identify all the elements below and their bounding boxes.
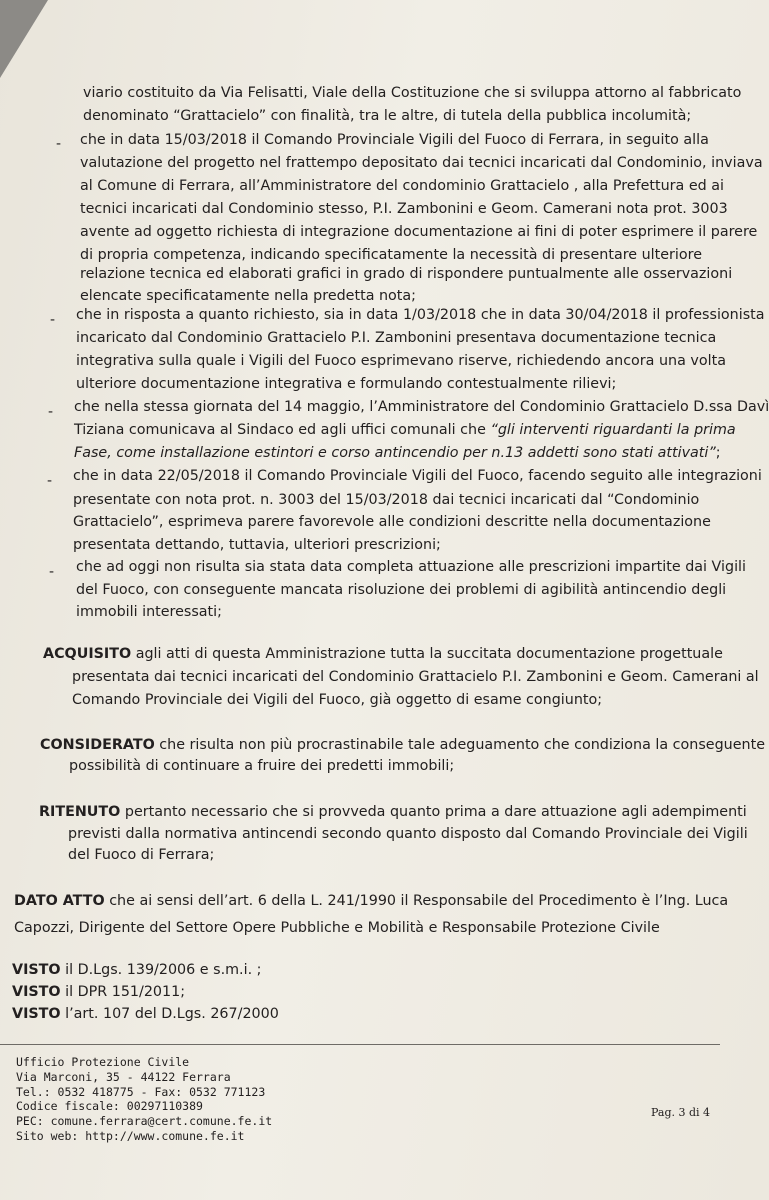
footer-office: Ufficio Protezione Civile [16,1055,190,1069]
bullet-1-line: valutazione del progetto nel frattempo depositato dai tecnici incaricati dal Condominio, inviava [80,155,763,171]
intro-line: viario costituito da Via Felisatti, Viale della Costituzione che si sviluppa attorno al fabbricato [83,85,742,101]
bullet-3-line: Tiziana comunicava al Sindaco ed agli uffici comunali che “gli interventi riguardanti la prima [74,422,736,438]
ritenuto-line: del Fuoco di Ferrara; [68,847,215,863]
bullet-3-line: Fase, come installazione estintori e corso antincendio per n.13 addetti sono stati attivati”; [74,445,721,461]
page-number: Pag. 3 di 4 [651,1106,711,1119]
footer-address: Via Marconi, 35 - 44122 Ferrara [16,1069,231,1084]
bullet-1-line: di propria competenza, indicando specificatamente la necessità di presentare ulteriore [80,247,703,263]
footer-tax-code: Codice fiscale: 00297110389 [16,1099,203,1114]
footer-website: Sito web: http://www.comune.fe.it [16,1128,245,1143]
bullet-1-line: relazione tecnica ed elaborati grafici in grado di rispondere puntualmente alle osservazioni [80,266,733,282]
bullet-5-line: del Fuoco, con conseguente mancata risoluzione dei problemi di agibilità antincendio degli [76,582,727,598]
bullet-dash: - [47,473,53,489]
dato-atto-clause: DATO ATTO che ai sensi dell’art. 6 della L. 241/1990 il Responsabile del Procedimento è l’Ing. Luca [14,893,729,909]
footer-phone: Tel.: 0532 418775 - Fax: 0532 771123 [16,1084,266,1099]
bullet-1-line: che in data 15/03/2018 il Comando Provinciale Vigili del Fuoco di Ferrara, in seguito alla [80,132,709,148]
bullet-2-line: incaricato dal Condominio Grattacielo P.I. Zambonini presentava documentazione tecnica [76,330,717,346]
bullet-dash: - [49,564,55,580]
intro-line: denominato “Grattacielo” con finalità, tra le altre, di tutela della pubblica incolumità; [83,108,692,124]
office-footer [16,1055,272,1144]
bullet-1-line: elencate specificatamente nella predetta nota; [80,288,416,304]
ritenuto-line: previsti dalla normativa antincendi secondo quanto disposto dal Comando Provinciale dei Vigili [68,826,748,842]
footer-pec: PEC: comune.ferrara@cert.comune.fe.it [16,1114,273,1129]
visto-line: VISTO il D.Lgs. 139/2006 e s.m.i. ; [12,962,262,978]
bullet-4-line: Grattacielo”, esprimeva parere favorevole alle condizioni descritte nella documentazione [73,514,711,530]
bullet-5-line: immobili interessati; [76,604,222,620]
dato-atto-line: Capozzi, Dirigente del Settore Opere Pubbliche e Mobilità e Responsabile Protezione Civile [14,920,660,936]
bullet-4-line: presentata dettando, tuttavia, ulteriori prescrizioni; [73,537,441,553]
bullet-2-line: che in risposta a quanto richiesto, sia in data 1/03/2018 che in data 30/04/2018 il professionista [76,307,765,323]
acquisito-clause: ACQUISITO agli atti di questa Amministrazione tutta la succitata documentazione progettuale [43,646,723,662]
bullet-1-line: al Comune di Ferrara, all’Amministratore del condominio Grattacielo , alla Prefettura ed ai [80,178,725,194]
bullet-4-line: presentate con nota prot. n. 3003 del 15/03/2018 dai tecnici incaricati dal “Condominio [73,492,700,508]
visto-line: VISTO il DPR 151/2011; [12,984,186,1000]
bullet-dash: - [56,136,62,152]
bullet-3-line: che nella stessa giornata del 14 maggio, l’Amministratore del Condominio Grattacielo D.ssa Davì [74,399,769,415]
considerato-line: possibilità di continuare a fruire dei predetti immobili; [69,758,455,774]
bullet-4-line: che in data 22/05/2018 il Comando Provinciale Vigili del Fuoco, facendo seguito alle integrazioni [73,468,762,484]
bullet-5-line: che ad oggi non risulta sia stata data completa attuazione alle prescrizioni impartite dai Vigili [76,559,746,575]
bullet-dash: - [48,404,54,420]
ritenuto-clause: RITENUTO pertanto necessario che si provveda quanto prima a dare attuazione agli adempimenti [39,804,747,820]
visto-line: VISTO l’art. 107 del D.Lgs. 267/2000 [12,1006,279,1022]
bullet-1-line: avente ad oggetto richiesta di integrazione documentazione ai fini di poter esprimere il parere [80,224,758,240]
acquisito-line: presentata dai tecnici incaricati del Condominio Grattacielo P.I. Zambonini e Geom. Camerani al [72,669,759,685]
considerato-clause: CONSIDERATO che risulta non più procrastinabile tale adeguamento che condiziona la conseguente [40,737,765,753]
footer-divider [0,1044,720,1045]
bullet-2-line: integrativa sulla quale i Vigili del Fuoco esprimevano riserve, richiedendo ancora una volta [76,353,726,369]
bullet-1-line: tecnici incaricati dal Condominio stesso, P.I. Zambonini e Geom. Camerani nota prot. 3003 [80,201,728,217]
bullet-dash: - [50,312,56,328]
bullet-2-line: ulteriore documentazione integrativa e formulando contestualmente rilievi; [76,376,617,392]
acquisito-line: Comando Provinciale dei Vigili del Fuoco, già oggetto di esame congiunto; [72,692,603,708]
